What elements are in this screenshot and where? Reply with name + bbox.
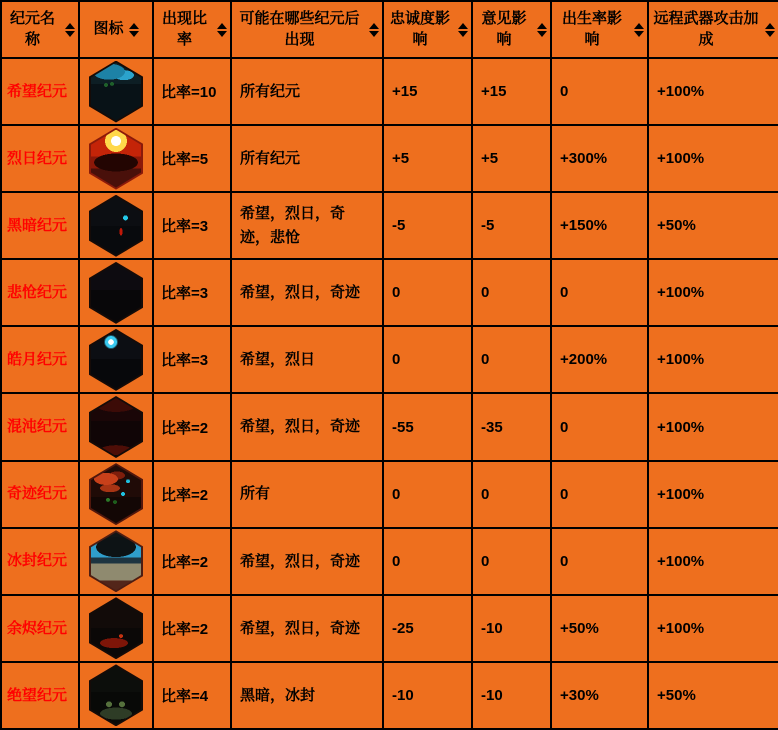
- loyalty-cell: -10: [383, 662, 472, 729]
- column-header-label: 出现比率: [161, 10, 207, 48]
- hope-era-icon: [89, 61, 143, 123]
- appears-after-cell: 希望，烈日，奇迹: [231, 259, 383, 326]
- birth-rate-cell: 0: [551, 393, 648, 460]
- table-row: [1, 259, 778, 326]
- column-header-label: 可能在哪些纪元后出现: [239, 10, 360, 48]
- birth-rate-cell: +300%: [551, 125, 648, 192]
- birth-rate-cell: 0: [551, 259, 648, 326]
- opinion-cell: 0: [472, 326, 551, 393]
- loyalty-cell: 0: [383, 461, 472, 528]
- column-header-birth-rate[interactable]: [551, 1, 648, 58]
- era-name: 混沌纪元: [1, 393, 79, 460]
- era-icon-cell: [79, 58, 153, 125]
- era-name: 冰封纪元: [1, 528, 79, 595]
- sort-arrows-icon: [217, 23, 227, 37]
- opinion-cell: +5: [472, 125, 551, 192]
- ratio-cell: 比率=2: [153, 461, 231, 528]
- column-header-icon[interactable]: [79, 1, 153, 58]
- sort-arrows-icon: [369, 23, 379, 37]
- miracle-era-icon: [89, 463, 143, 525]
- loyalty-cell: +15: [383, 58, 472, 125]
- era-icon-cell: [79, 192, 153, 259]
- era-name: 黑暗纪元: [1, 192, 79, 259]
- loyalty-cell: 0: [383, 326, 472, 393]
- column-header-ranged-bonus[interactable]: [648, 1, 778, 58]
- opinion-cell: 0: [472, 259, 551, 326]
- dark-era-icon: [89, 195, 143, 257]
- column-header-label: 纪元名称: [9, 10, 55, 48]
- column-header-label: 远程武器攻击加成: [653, 10, 759, 48]
- table-row: [1, 192, 778, 259]
- era-name: 余烬纪元: [1, 595, 79, 662]
- birth-rate-cell: +30%: [551, 662, 648, 729]
- ranged-bonus-cell: +100%: [648, 259, 778, 326]
- birth-rate-cell: 0: [551, 461, 648, 528]
- opinion-cell: 0: [472, 461, 551, 528]
- ratio-cell: 比率=2: [153, 595, 231, 662]
- birth-rate-cell: 0: [551, 528, 648, 595]
- era-icon-cell: [79, 259, 153, 326]
- opinion-cell: 0: [472, 528, 551, 595]
- ratio-cell: 比率=3: [153, 326, 231, 393]
- column-header-opinion[interactable]: [472, 1, 551, 58]
- table-row: [1, 393, 778, 460]
- era-icon-cell: [79, 662, 153, 729]
- appears-after-cell: 希望，烈日，奇迹，悲怆: [231, 192, 383, 259]
- chaos-era-icon: [89, 396, 143, 458]
- column-header-label: 忠诚度影响: [389, 10, 450, 48]
- loyalty-cell: -25: [383, 595, 472, 662]
- sort-arrows-icon: [65, 23, 75, 37]
- opinion-cell: -10: [472, 662, 551, 729]
- era-icon-cell: [79, 461, 153, 528]
- era-name: 悲怆纪元: [1, 259, 79, 326]
- ember-era-icon: [89, 597, 143, 659]
- opinion-cell: -35: [472, 393, 551, 460]
- ratio-cell: 比率=4: [153, 662, 231, 729]
- birth-rate-cell: +150%: [551, 192, 648, 259]
- loyalty-cell: +5: [383, 125, 472, 192]
- birth-rate-cell: 0: [551, 58, 648, 125]
- appears-after-cell: 希望，烈日: [231, 326, 383, 393]
- column-header-label: 图标: [93, 20, 124, 38]
- table-row: [1, 125, 778, 192]
- column-header-label: 意见影响: [481, 10, 527, 48]
- ranged-bonus-cell: +100%: [648, 393, 778, 460]
- appears-after-cell: 所有: [231, 461, 383, 528]
- loyalty-cell: -55: [383, 393, 472, 460]
- column-header-era-name[interactable]: [1, 1, 79, 58]
- opinion-cell: -10: [472, 595, 551, 662]
- loyalty-cell: 0: [383, 259, 472, 326]
- table-row: [1, 461, 778, 528]
- ratio-cell: 比率=2: [153, 528, 231, 595]
- ranged-bonus-cell: +100%: [648, 461, 778, 528]
- frozen-era-icon: [89, 530, 143, 592]
- scorching-sun-era-icon: [89, 128, 143, 190]
- table-row: [1, 326, 778, 393]
- era-name: 奇迹纪元: [1, 461, 79, 528]
- sort-arrows-icon: [458, 23, 468, 37]
- sort-arrows-icon: [129, 23, 139, 37]
- ratio-cell: 比率=5: [153, 125, 231, 192]
- appears-after-cell: 希望，烈日，奇迹: [231, 528, 383, 595]
- table-header-row: [1, 1, 778, 58]
- column-header-label: 出生率影响: [561, 10, 622, 48]
- ranged-bonus-cell: +50%: [648, 192, 778, 259]
- appears-after-cell: 所有纪元: [231, 58, 383, 125]
- era-name: 绝望纪元: [1, 662, 79, 729]
- era-icon-cell: [79, 595, 153, 662]
- ranged-bonus-cell: +100%: [648, 58, 778, 125]
- era-icon-cell: [79, 125, 153, 192]
- era-icon-cell: [79, 393, 153, 460]
- appears-after-cell: 所有纪元: [231, 125, 383, 192]
- opinion-cell: -5: [472, 192, 551, 259]
- sorrow-era-icon: [89, 262, 143, 324]
- era-name: 皓月纪元: [1, 326, 79, 393]
- bright-moon-era-icon: [89, 329, 143, 391]
- table-row: [1, 528, 778, 595]
- appears-after-cell: 黑暗，冰封: [231, 662, 383, 729]
- column-header-ratio[interactable]: [153, 1, 231, 58]
- ratio-cell: 比率=2: [153, 393, 231, 460]
- sort-arrows-icon: [634, 23, 644, 37]
- despair-era-icon: [89, 664, 143, 726]
- ratio-cell: 比率=3: [153, 192, 231, 259]
- ranged-bonus-cell: +50%: [648, 662, 778, 729]
- ranged-bonus-cell: +100%: [648, 528, 778, 595]
- birth-rate-cell: +50%: [551, 595, 648, 662]
- era-icon-cell: [79, 326, 153, 393]
- era-icon-cell: [79, 528, 153, 595]
- appears-after-cell: 希望，烈日，奇迹: [231, 595, 383, 662]
- appears-after-cell: 希望，烈日，奇迹: [231, 393, 383, 460]
- table-row: [1, 662, 778, 729]
- column-header-appears-after[interactable]: [231, 1, 383, 58]
- sort-arrows-icon: [537, 23, 547, 37]
- table-row: [1, 58, 778, 125]
- ratio-cell: 比率=3: [153, 259, 231, 326]
- ratio-cell: 比率=10: [153, 58, 231, 125]
- ranged-bonus-cell: +100%: [648, 595, 778, 662]
- opinion-cell: +15: [472, 58, 551, 125]
- ranged-bonus-cell: +100%: [648, 125, 778, 192]
- loyalty-cell: -5: [383, 192, 472, 259]
- era-name: 烈日纪元: [1, 125, 79, 192]
- table-row: [1, 595, 778, 662]
- birth-rate-cell: +200%: [551, 326, 648, 393]
- ranged-bonus-cell: +100%: [648, 326, 778, 393]
- column-header-loyalty[interactable]: [383, 1, 472, 58]
- sort-arrows-icon: [765, 23, 775, 37]
- loyalty-cell: 0: [383, 528, 472, 595]
- era-name: 希望纪元: [1, 58, 79, 125]
